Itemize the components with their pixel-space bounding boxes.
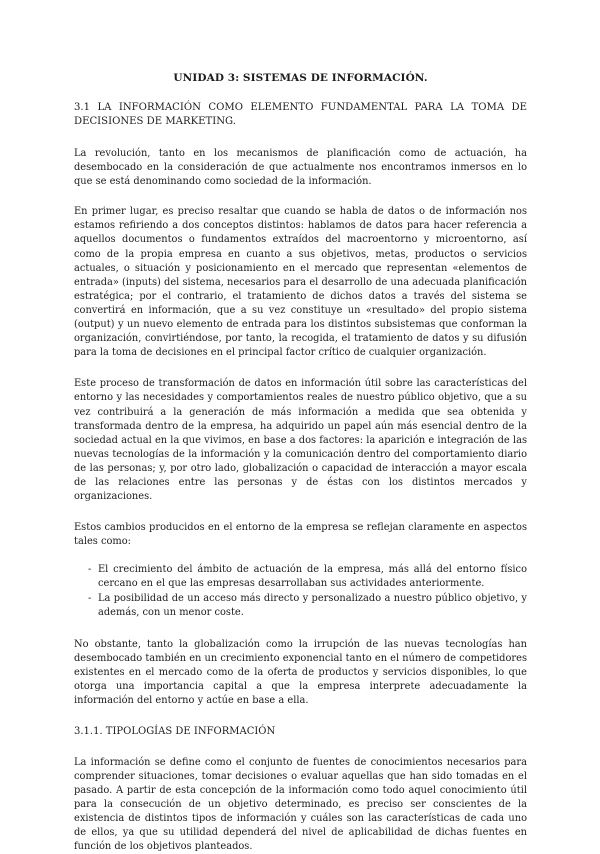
list-item-text: La posibilidad de un acceso más directo y personalizado a nuestro público objetivo, y además, con un menor coste.: [98, 592, 527, 618]
list-item-text: El crecimiento del ámbito de actuación de la empresa, más allá del entorno físico cercano en el que las empresas desarrollaban sus actividades anteriormente.: [98, 564, 527, 590]
paragraph-globalization: No obstante, tanto la globalización como la irrupción de las nuevas tecnologías han desembocado también en un crecimiento exponencial tanto en el número de competidores existentes en el mercado como de la oferta de productos y servicios disponibles, lo que otorga una importancia capital a que la empresa interprete adecuadamente la información del entorno y actúe en base a ella.: [74, 638, 527, 707]
list-item: [88, 563, 527, 591]
subsection-heading: 3.1.1. TIPOLOGÍAS DE INFORMACIÓN: [74, 726, 276, 738]
document-title: UNIDAD 3: SISTEMAS DE INFORMACIÓN.: [173, 72, 428, 84]
section-heading: 3.1 LA INFORMACIÓN COMO ELEMENTO FUNDAMENTAL PARA LA TOMA DE DECISIONES DE MARKETING.: [74, 102, 527, 127]
list-item: [88, 592, 527, 620]
dash-marker: -: [88, 564, 92, 576]
paragraph-intro: La revolución, tanto en los mecanismos de planificación como de actuación, ha desembocado en la consideración de que actualmente nos encontramos inmersos en lo que se está denominando como sociedad de la información.: [74, 148, 527, 188]
paragraph-list-intro: Estos cambios producidos en el entorno de la empresa se reflejan claramente en aspectos tales como:: [74, 522, 527, 548]
paragraph-data-vs-information: En primer lugar, es preciso resaltar que cuando se habla de datos o de información nos estamos refiriendo a dos conceptos distintos: hablamos de datos para hacer referencia a aquellos documentos o fundamentos extraídos del macroentorno y microentorno, así como de la propia empresa en cuanto a sus objetivos, metas, productos o servicios actuales, o situación y posicionamiento en el mercado que representan «elementos de entrada» (inputs) del sistema, necesarios para el desarrollo de una adecuada planificación estratégica; por el contrario, el tratamiento de dichos datos a través del sistema se convertirá en información, que a su vez constituye un «resultado» del propio sistema (output) y un nuevo elemento de entrada para los distintos subsistemas que conforman la organización, convirtiéndose, por tanto, la recogida, el tratamiento de datos y su difusión para la toma de decisiones en el principal factor crítico de cualquier organización.: [74, 206, 527, 359]
paragraph-information-definition: La información se define como el conjunto de fuentes de conocimientos necesarios para comprender situaciones, tomar decisiones o evaluar aquellas que han sido tomadas en el pasado. A partir de esta concepción de la información como todo aquel conocimiento útil para la consecución de un objetivo determinado, es preciso ser conscientes de la existencia de distintos tipos de información y cuáles son las características de cada uno de ellos, ya que su utilidad dependerá del nivel de aplicabilidad de dichas fuentes en función de los objetivos planteados.: [74, 756, 527, 853]
paragraph-transformation-process: Este proceso de transformación de datos en información útil sobre las características del entorno y las necesidades y comportamientos reales de nuestro público objetivo, que a su vez contribuirá a la generación de más información a medida que sea obtenida y transformada dentro de la empresa, ha adquirido un papel aún más esencial dentro de la sociedad actual en la que vivimos, en base a dos factores: la aparición e integración de las nuevas tecnologías de la información y la comunicación dentro del comportamiento diario de las personas; y, por otro lado, globalización o capacidad de interacción a mayor escala de las relaciones entre las personas y de éstas con los distintos mercados y organizaciones.: [74, 378, 527, 503]
dash-list: [74, 563, 527, 619]
dash-marker: -: [88, 592, 92, 604]
